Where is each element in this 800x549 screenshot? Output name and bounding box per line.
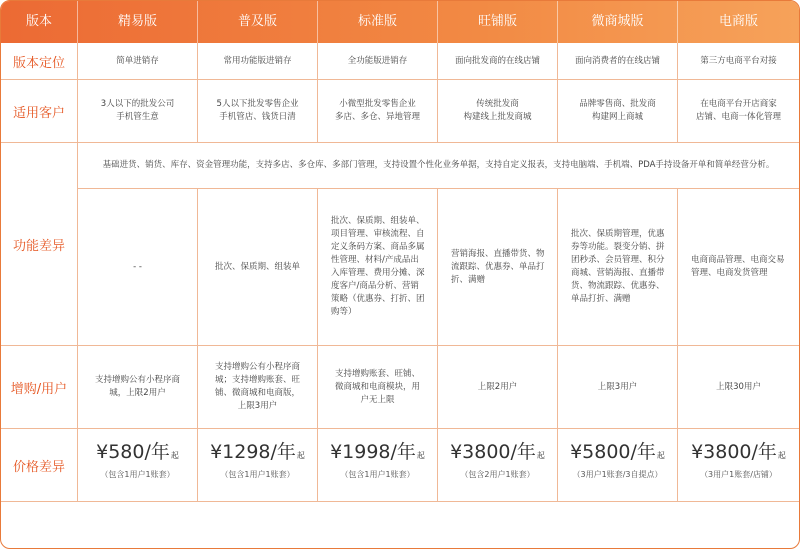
- price-cell: [438, 441, 557, 481]
- features-cell: 批次、保质期、组装单、项目管理、审核流程、自定义条码方案、商品多属性管理、材料/产成品出入库管理、费用分摊、深度客户/商品分析、营销策略（优惠券、打折、团购等）: [331, 216, 425, 317]
- price-value: ¥1998/年: [330, 441, 416, 463]
- customers-cell: 3人以下的批发公司 手机管生意: [100, 99, 175, 122]
- addon-cell: 上限2用户: [477, 381, 518, 392]
- price-note: （3用户1账套/3自提点）: [572, 470, 663, 479]
- price-note: （包含1用户1账套）: [220, 470, 295, 479]
- price-suffix: 起: [416, 451, 425, 460]
- customers-cell: 传统批发商 构建线上批发商城: [463, 99, 532, 122]
- header-edition-weishangcheng: 微商城版: [591, 14, 644, 29]
- row-label-features: 功能差异: [12, 238, 65, 254]
- positioning-cell: 简单进销存: [116, 56, 159, 66]
- customers-cell: 小微型批发零售企业 多店、多仓、异地管理: [334, 99, 420, 122]
- customers-cell: 品牌零售商、批发商 构建网上商城: [579, 99, 656, 122]
- price-note: （包含2用户1账套）: [460, 470, 535, 479]
- features-cell: 批次、保质期管理，优惠券等功能。裂变分销、拼团秒杀、会员管理、积分商城、营销海报、直播带货、物流跟踪、优惠券、单品打折、满赠: [571, 229, 665, 304]
- header-edition-puji: 普及版: [237, 14, 277, 29]
- addon-cell: 支持增购账套、旺铺、微商城和电商模块，用户无上限: [334, 368, 420, 405]
- addon-cell: 支持增购公有小程序商城；支持增购账套、旺铺、微商城和电商版，上限3用户: [214, 362, 300, 411]
- header-edition-jingyi: 精易版: [117, 14, 157, 29]
- header-edition-biaozhun: 标准版: [357, 14, 397, 29]
- price-suffix: 起: [170, 451, 179, 460]
- header-edition-dianshang: 电商版: [718, 14, 758, 29]
- features-cell: 批次、保质期、组装单: [214, 261, 300, 272]
- price-value: ¥3800/年: [450, 441, 536, 463]
- addon-cell: 上限3用户: [597, 381, 638, 392]
- row-label-customers: 适用客户: [12, 105, 65, 121]
- positioning-cell: 面向批发商的在线店铺: [454, 56, 540, 66]
- price-suffix: 起: [536, 451, 545, 460]
- price-value: ¥3800/年: [691, 441, 777, 463]
- row-label-price: 价格差异: [12, 459, 65, 475]
- customers-cell: 在电商平台开店商家 店铺、电商一体化管理: [695, 99, 781, 122]
- price-suffix: 起: [296, 451, 305, 460]
- addon-cell: 上限30用户: [716, 381, 761, 392]
- price-cell: [678, 441, 799, 481]
- features-cell: - -: [133, 261, 142, 272]
- header-edition-wangpu: 旺铺版: [477, 14, 517, 29]
- price-suffix: 起: [777, 451, 786, 460]
- row-label-addon: 增购/用户: [10, 381, 68, 397]
- positioning-cell: 面向消费者的在线店铺: [574, 56, 660, 66]
- price-value: ¥5800/年: [570, 441, 656, 463]
- positioning-cell: 常用功能版进销存: [223, 56, 292, 66]
- table-header: [1, 1, 799, 43]
- features-cell: 营销海报、直播带货、物流跟踪、优惠券、单品打折、满赠: [451, 248, 545, 285]
- price-cell: [318, 441, 437, 481]
- customers-cell: 5人以下批发零售企业 手机管店、钱货日清: [216, 99, 299, 122]
- price-cell: [78, 441, 197, 481]
- price-value: ¥1298/年: [210, 441, 296, 463]
- price-suffix: 起: [656, 451, 665, 460]
- price-note: （包含1用户1账套）: [340, 470, 415, 479]
- positioning-cell: 全功能版进销存: [347, 56, 408, 66]
- row-label-positioning: 版本定位: [12, 56, 65, 71]
- features-common-cell: 基础进货、销货、库存、资金管理功能，支持多店、多仓库、多部门管理，支持设置个性化业务单据，支持自定义报表，支持电脑端、手机端、PDA手持设备开单和简单经营分析。: [102, 160, 775, 170]
- price-cell: [558, 441, 677, 481]
- addon-cell: 支持增购公有小程序商城，上限2用户: [94, 375, 180, 398]
- header-corner: 版本: [25, 14, 52, 29]
- price-cell: [198, 441, 317, 481]
- features-cell: 电商商品管理、电商交易管理、电商发货管理: [691, 255, 785, 278]
- price-value: ¥580/年: [96, 441, 170, 463]
- price-note: （包含1用户1账套）: [100, 470, 175, 479]
- price-note: （3用户1账套/店铺）: [700, 470, 777, 479]
- positioning-cell: 第三方电商平台对接: [700, 56, 777, 66]
